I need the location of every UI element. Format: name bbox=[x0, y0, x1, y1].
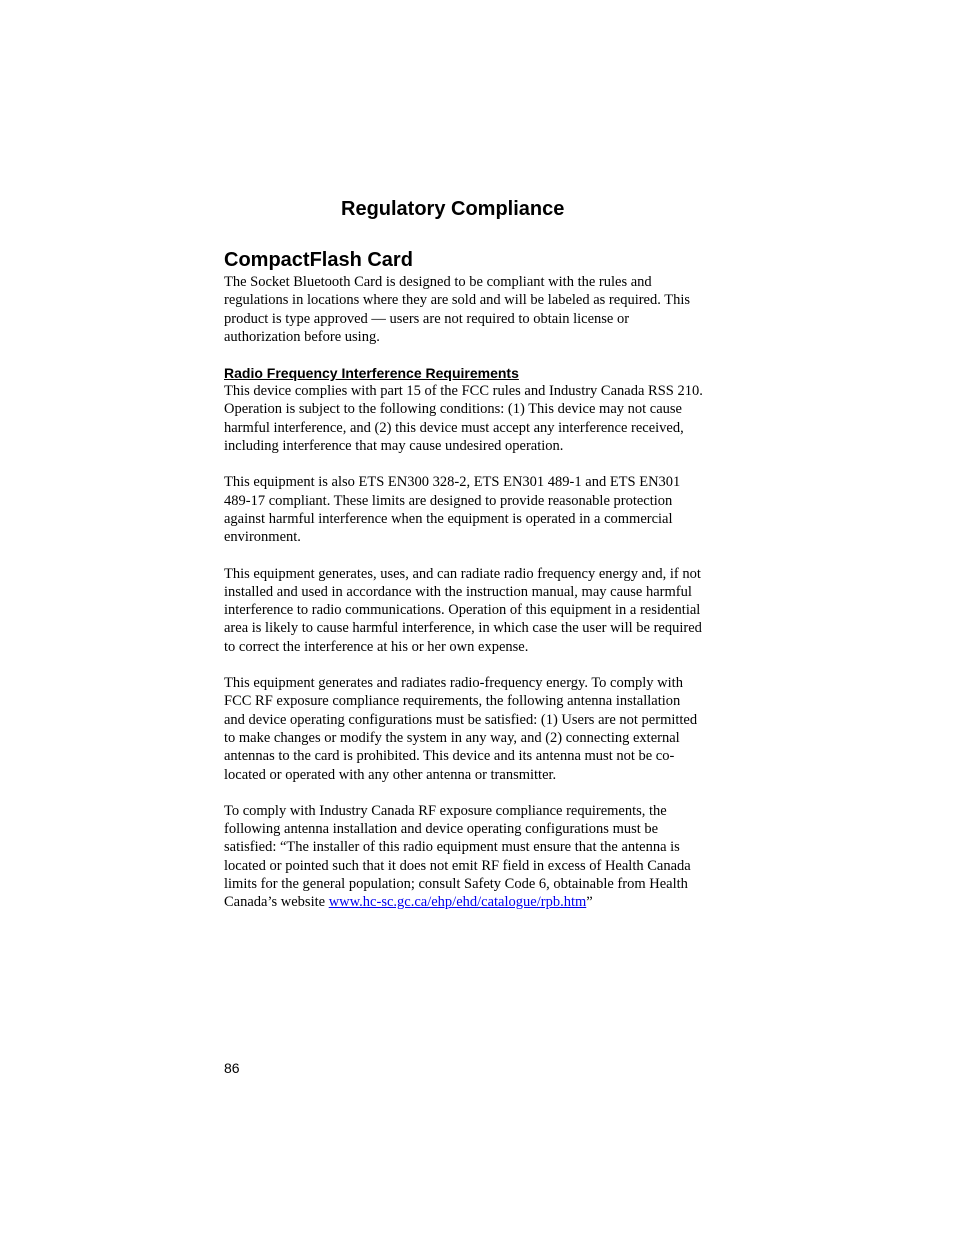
intro-paragraph: The Socket Bluetooth Card is designed to be compliant with the rules and regulations in locations where they are sold and will be labeled as required. This product is type approved — users are not required to obtain license or authorization before using. bbox=[224, 274, 691, 345]
ets-compliance-paragraph: This equipment is also ETS EN300 328-2, ETS EN301 489-1 and ETS EN301 489-17 compliant. These limits are designed to provide reasonable protection against harmful interference when the equipment is operated in a commercial environment. bbox=[224, 474, 681, 546]
page-title: Regulatory Compliance bbox=[341, 198, 565, 220]
industry-canada-paragraph bbox=[224, 802, 704, 912]
page-content bbox=[224, 247, 704, 912]
section-heading: CompactFlash Card bbox=[224, 249, 413, 271]
page-number: 86 bbox=[224, 1060, 240, 1076]
rf-requirements-subheading: Radio Frequency Interference Requirements bbox=[224, 365, 519, 382]
closing-quote: ” bbox=[586, 894, 593, 911]
rf-exposure-paragraph: This equipment generates and radiates radio-frequency energy. To comply with FCC RF exposure compliance requirements, the following antenna installation and device operating configurations must be satisfied: (1) Users are not permitted to make changes or modify the system in any way, and (2) connecting external antennas to the card is prohibited. This device and its antenna must not be co-located or operated with any other antenna or transmitter. bbox=[224, 675, 698, 783]
interference-paragraph: This equipment generates, uses, and can radiate radio frequency energy and, if not installed and used in accordance with the instruction manual, may cause harmful interference to radio communications. Operation of this equipment in a residential area is likely to cause harmful interference, in which case the user will be required to correct the interference at his or her own expense. bbox=[224, 565, 702, 655]
fcc-compliance-paragraph: This device complies with part 15 of the FCC rules and Industry Canada RSS 210. Operation is subject to the following conditions: (1) This device may not cause harmful interference, and (2) this device must accept any interference received, including interference that may cause undesired operation. bbox=[224, 383, 703, 455]
industry-canada-text: To comply with Industry Canada RF exposure compliance requirements, the following antenna installation and device operating configurations must be satisfied: “The installer of this radio equipment must ensure that the antenna is located or pointed such that it does not emit RF field in excess of Health Canada limits for the general population; consult Safety Code 6, obtainable from Health Canada’s website bbox=[224, 802, 691, 911]
health-canada-link[interactable]: www.hc-sc.gc.ca/ehp/ehd/catalogue/rpb.htm bbox=[328, 894, 587, 911]
